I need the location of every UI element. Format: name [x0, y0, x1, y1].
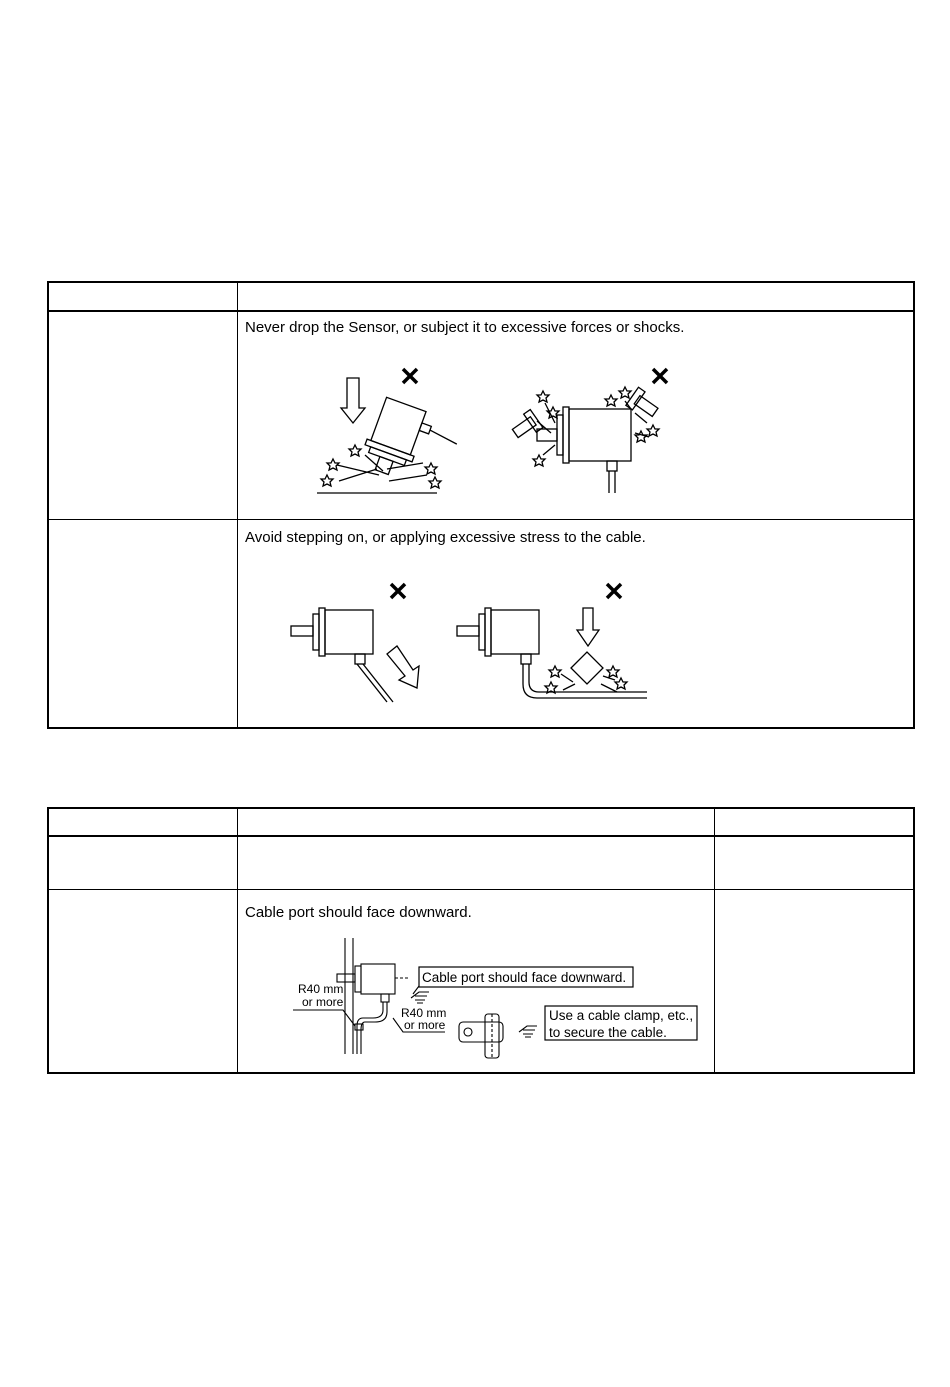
impact-star-icon: [533, 455, 545, 466]
impact-star-icon: [615, 678, 627, 689]
cable-clamp-callout-text-2: to secure the cable.: [549, 1025, 667, 1040]
cable-port-callout-text: Cable port should face downward.: [422, 970, 627, 985]
column-divider: [237, 809, 238, 1072]
impact-star-icon: [619, 387, 631, 398]
installation-table: [47, 807, 915, 1074]
impact-star-icon: [321, 475, 333, 486]
prohibited-x-icon: [391, 584, 405, 598]
arrow-icon: [341, 378, 365, 423]
row-divider: [49, 519, 913, 520]
encoder-sensor-icon: [291, 608, 393, 702]
radius-left-label-2: or more: [302, 995, 344, 1009]
encoder-sensor-icon: [358, 396, 463, 493]
impact-star-icon: [547, 407, 559, 418]
radius-right-label-1: R40 mm: [401, 1006, 447, 1020]
prohibited-x-icon: [607, 584, 621, 598]
hammer-icon: [509, 410, 543, 443]
arrow-icon: [387, 646, 419, 688]
cable-pull-illustration: [289, 580, 429, 705]
impact-star-icon: [635, 431, 647, 442]
column-divider: [237, 283, 238, 727]
row-divider: [49, 889, 913, 890]
cable-routing-illustration: [293, 934, 713, 1064]
impact-star-icon: [545, 682, 557, 693]
column-divider: [714, 809, 715, 1072]
arrow-icon: [577, 608, 599, 646]
cable-clamp-callout-text-1: Use a cable clamp, etc.,: [549, 1008, 694, 1023]
impact-star-icon: [605, 395, 617, 406]
handling-table: [47, 281, 915, 729]
cable-stress-warning-text: Avoid stepping on, or applying excessive stress to the cable.: [245, 529, 646, 546]
encoder-sensor-icon: [337, 964, 395, 1002]
impact-star-icon: [537, 391, 549, 402]
impact-star-icon: [607, 666, 619, 677]
drop-sensor-illustration: [307, 363, 467, 493]
impact-star-icon: [425, 463, 437, 474]
cable-crush-illustration: [455, 580, 655, 705]
impact-star-icon: [549, 666, 561, 677]
drop-warning-text: Never drop the Sensor, or subject it to excessive forces or shocks.: [245, 319, 685, 336]
pointing-hand-icon: [519, 1026, 537, 1037]
cable-clamp-icon: [459, 1014, 503, 1058]
impact-star-icon: [349, 445, 361, 456]
impact-star-icon: [327, 459, 339, 470]
radius-right-label-2: or more: [404, 1018, 446, 1032]
radius-left-label-1: R40 mm: [298, 982, 344, 996]
prohibited-x-icon: [403, 369, 417, 383]
encoder-sensor-icon: [537, 407, 631, 493]
header-row-divider: [49, 310, 913, 312]
cable-port-instruction-text: Cable port should face downward.: [245, 904, 472, 921]
prohibited-x-icon: [653, 369, 667, 383]
impact-star-icon: [429, 477, 441, 488]
impact-star-icon: [647, 425, 659, 436]
hammer-shock-illustration: [507, 363, 677, 493]
header-row-divider: [49, 835, 913, 837]
